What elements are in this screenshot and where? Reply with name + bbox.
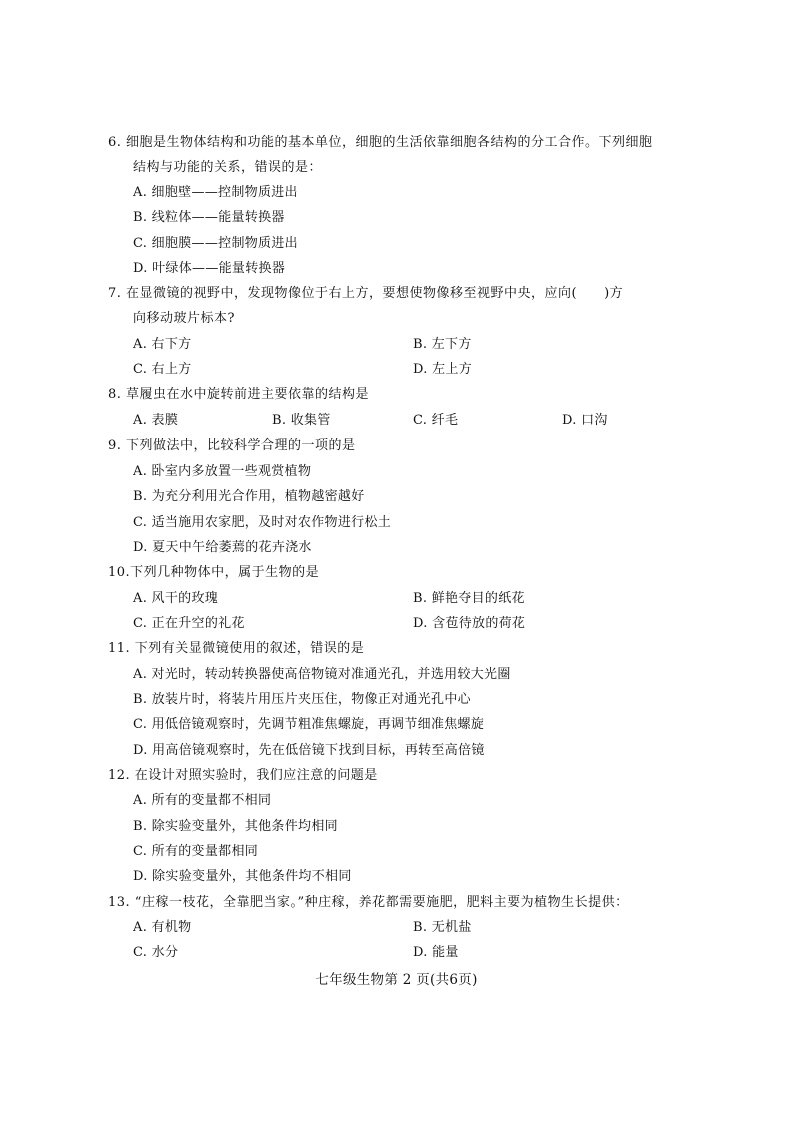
question-11-option-d: D. 用高倍镜观察时，先在低倍镜下找到目标，再转至高倍镜 xyxy=(133,743,485,758)
question-8-option-c: C. 纤毛 xyxy=(413,413,459,428)
question-13-option-c: C. 水分 xyxy=(133,945,179,960)
question-7-stem-line-1: 7. 在显微镜的视野中，发现物像位于右上方，要想使物像移至视野中央，应向( )方 xyxy=(108,286,624,301)
question-7-option-a: A. 右下方 xyxy=(133,337,192,352)
page-footer: 七年级生物第 2 页(共6页) xyxy=(315,972,478,988)
question-9-option-c: C. 适当施用农家肥，及时对农作物进行松土 xyxy=(133,515,392,530)
question-8-stem: 8. 草履虫在水中旋转前进主要依靠的结构是 xyxy=(108,387,370,402)
question-11-option-a: A. 对光时，转动转换器使高倍物镜对准通光孔，并选用较大光圈 xyxy=(133,667,511,682)
question-10-stem: 10.下列几种物体中，属于生物的是 xyxy=(108,565,320,580)
question-7-option-b: B. 左下方 xyxy=(413,337,472,352)
question-12-stem: 12. 在设计对照实验时，我们应注意的问题是 xyxy=(108,768,378,783)
question-9-stem: 9. 下列做法中，比较科学合理的一项的是 xyxy=(108,438,356,453)
question-8-option-b: B. 收集管 xyxy=(272,413,331,428)
question-13-option-a: A. 有机物 xyxy=(133,920,192,935)
question-10-option-b: B. 鲜艳夺目的纸花 xyxy=(413,591,525,606)
question-13-option-b: B. 无机盐 xyxy=(413,920,472,935)
question-13-option-d: D. 能量 xyxy=(413,945,459,960)
question-13-stem: 13. “庄稼一枝花，全靠肥当家。”种庄稼，养花都需要施肥，肥料主要为植物生长提供： xyxy=(108,895,629,910)
question-8-option-d: D. 口沟 xyxy=(562,413,608,428)
question-6-stem-line-1: 6. 细胞是生物体结构和功能的基本单位，细胞的生活依靠细胞各结构的分工合作。下列细胞 xyxy=(108,135,653,150)
question-6-option-a: A. 细胞壁——控制物质进出 xyxy=(133,185,298,200)
question-11-stem: 11. 下列有关显微镜使用的叙述，错误的是 xyxy=(108,641,365,656)
question-12-option-b: B. 除实验变量外，其他条件均相同 xyxy=(133,819,338,834)
question-7-option-d: D. 左上方 xyxy=(413,362,473,377)
question-7-stem-line-2: 向移动玻片标本? xyxy=(133,311,235,326)
question-7-option-c: C. 右上方 xyxy=(133,362,192,377)
question-6-option-d: D. 叶绿体——能量转换器 xyxy=(133,261,286,276)
question-6-option-b: B. 线粒体——能量转换器 xyxy=(133,210,285,225)
question-9-option-d: D. 夏天中午给萎蔫的花卉浇水 xyxy=(133,540,312,555)
question-12-option-d: D. 除实验变量外，其他条件均不相同 xyxy=(133,869,352,884)
question-9-option-b: B. 为充分利用光合作用，植物越密越好 xyxy=(133,489,365,504)
question-6-stem-line-2: 结构与功能的关系，错误的是： xyxy=(133,160,323,175)
question-8-option-a: A. 表膜 xyxy=(133,413,179,428)
question-11-option-b: B. 放装片时，将装片用压片夹压住，物像正对通光孔中心 xyxy=(133,692,471,707)
question-12-option-c: C. 所有的变量都相同 xyxy=(133,844,259,859)
question-9-option-a: A. 卧室内多放置一些观赏植物 xyxy=(133,464,312,479)
question-10-option-a: A. 风干的玫瑰 xyxy=(133,591,219,606)
question-11-option-c: C. 用低倍镜观察时，先调节粗准焦螺旋，再调节细准焦螺旋 xyxy=(133,717,485,732)
question-10-option-c: C. 正在升空的礼花 xyxy=(133,616,245,631)
question-12-option-a: A. 所有的变量都不相同 xyxy=(133,793,272,808)
question-6-option-c: C. 细胞膜——控制物质进出 xyxy=(133,236,298,251)
question-10-option-d: D. 含苞待放的荷花 xyxy=(413,616,526,631)
